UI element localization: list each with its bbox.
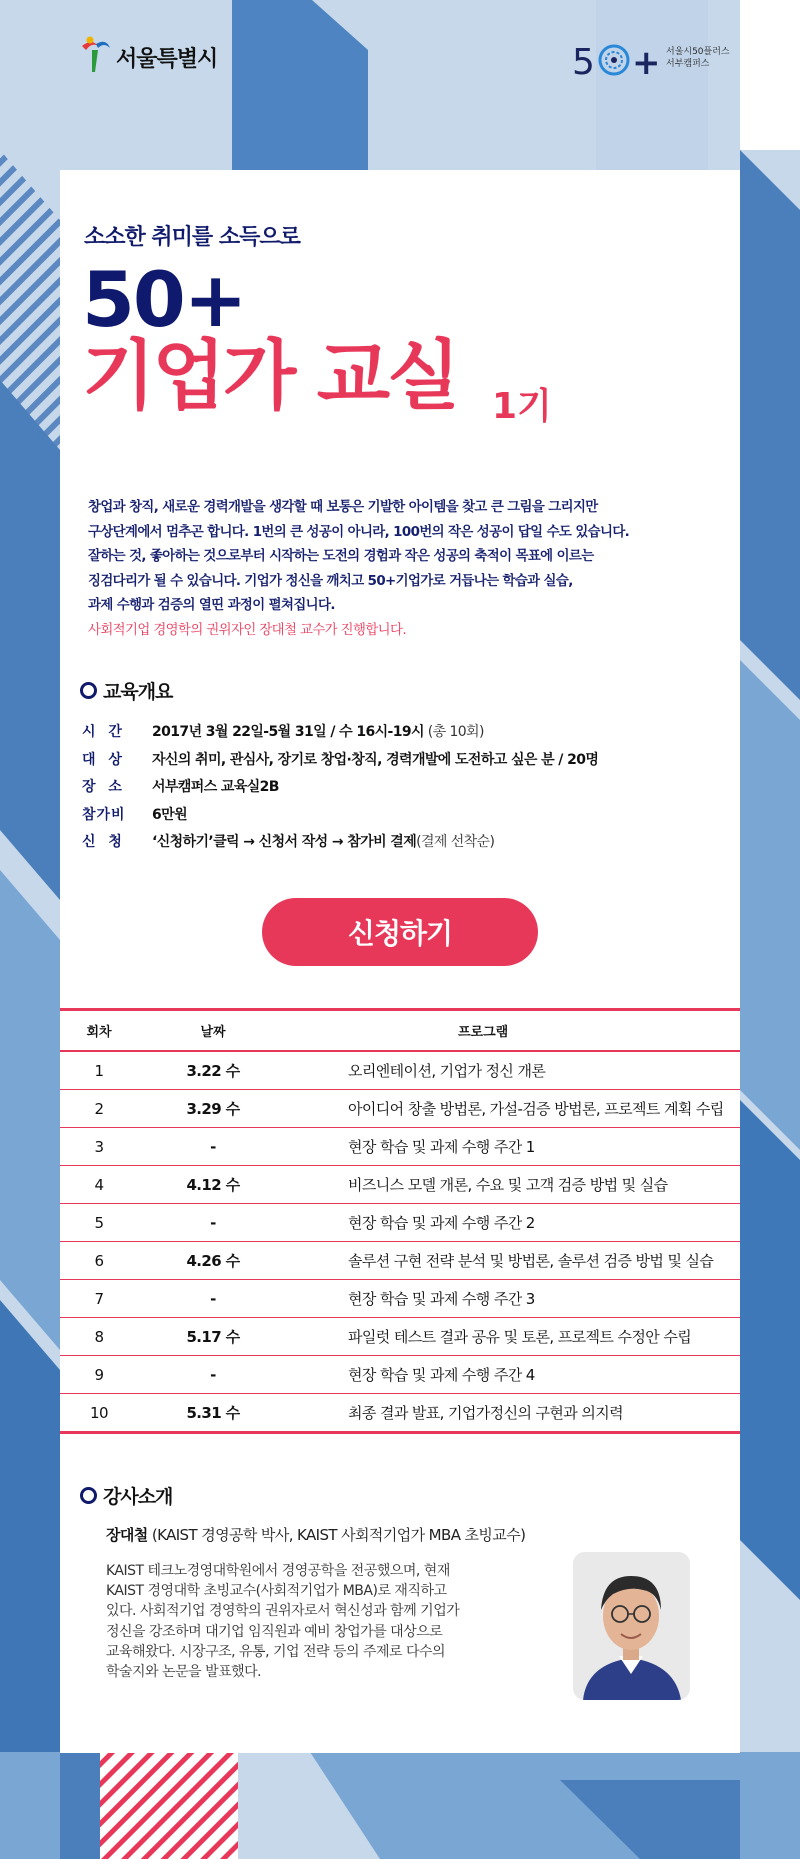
overview-heading bbox=[80, 677, 172, 704]
cell-program: 오리엔테이션, 기업가 정신 개론 bbox=[288, 1051, 740, 1090]
schedule-table bbox=[60, 1008, 740, 1434]
overview-label: 참가비 bbox=[82, 806, 126, 823]
cell-program: 현장 학습 및 과제 수행 주간 2 bbox=[288, 1204, 740, 1242]
overview-note: (총 10회) bbox=[423, 724, 484, 740]
table-row bbox=[60, 1280, 740, 1318]
overview-value-text: ‘신청하기’클릭 → 신청서 작성 → 참가비 결제 bbox=[152, 834, 417, 850]
instructor-photo bbox=[573, 1552, 690, 1700]
overview-value: 자신의 취미, 관심사, 장기로 창업·창직, 경력개발에 도전하고 싶은 분 / 20명 bbox=[152, 751, 599, 768]
table-row bbox=[60, 1318, 740, 1356]
bio-line: KAIST 테크노경영대학원에서 경영공학을 전공했으며, 현재 bbox=[106, 1563, 450, 1579]
campus-50plus-emblem-icon bbox=[570, 30, 666, 90]
table-row bbox=[60, 1356, 740, 1394]
column-header-date: 날짜 bbox=[138, 1010, 288, 1052]
bio-line: KAIST 경영대학 초빙교수(사회적기업가 MBA)로 재직하고 bbox=[106, 1583, 447, 1600]
campus-logo-line1: 서울시50플러스 bbox=[666, 47, 730, 57]
cell-date: 3.29 수 bbox=[138, 1090, 288, 1128]
overview-row-time bbox=[82, 721, 598, 749]
cell-program: 파일럿 테스트 결과 공유 및 토론, 프로젝트 수정안 수립 bbox=[288, 1318, 740, 1356]
hero-50plus: 50+ bbox=[82, 255, 246, 344]
overview-value-text: 2017년 3월 22일-5월 31일 / 수 16시-19시 bbox=[152, 724, 424, 740]
overview-label: 신 청 bbox=[82, 834, 126, 850]
cell-program: 현장 학습 및 과제 수행 주간 4 bbox=[288, 1356, 740, 1394]
cell-date: - bbox=[138, 1280, 288, 1318]
apply-button[interactable]: 신청하기 bbox=[262, 898, 538, 966]
intro-highlight: 사회적기업 경영학의 권위자인 장대철 교수가 진행합니다. bbox=[88, 622, 406, 638]
overview-value: 6만원 bbox=[152, 806, 187, 823]
cell-date: - bbox=[138, 1356, 288, 1394]
table-row bbox=[60, 1051, 740, 1090]
campus-logo[interactable] bbox=[570, 30, 760, 90]
cell-date: 3.22 수 bbox=[138, 1051, 288, 1090]
bio-line: 학술지와 논문을 발표했다. bbox=[106, 1664, 262, 1681]
cell-date: 4.26 수 bbox=[138, 1242, 288, 1280]
overview-row-fee bbox=[82, 804, 598, 832]
cell-program: 솔루션 구현 전략 분석 및 방법론, 솔루션 검증 방법 및 실습 bbox=[288, 1242, 740, 1280]
intro-line: 잘하는 것, 좋아하는 것으로부터 시작하는 도전의 경험과 작은 성공의 축적이 목표에 이르는 bbox=[88, 549, 594, 565]
overview-value bbox=[152, 721, 484, 749]
instructor-credentials: (KAIST 경영공학 박사, KAIST 사회적기업가 MBA 초빙교수) bbox=[147, 1526, 526, 1544]
table-row bbox=[60, 1394, 740, 1433]
column-header-session: 회차 bbox=[60, 1010, 138, 1052]
hero-title: 기업가 교실 bbox=[82, 331, 458, 420]
intro-line: 구상단계에서 멈추곤 합니다. 1번의 큰 성공이 아니라, 100번의 작은 성공이 답일 수도 있습니다. bbox=[88, 524, 630, 540]
instructor-bio bbox=[106, 1561, 506, 1682]
instructor-name: 장대철 bbox=[106, 1526, 148, 1544]
table-row bbox=[60, 1166, 740, 1204]
table-row bbox=[60, 1242, 740, 1280]
seoul-logo[interactable] bbox=[78, 36, 238, 76]
cell-session: 3 bbox=[60, 1128, 138, 1166]
hero-subtitle: 소소한 취미를 소득으로 bbox=[84, 225, 300, 250]
table-row bbox=[60, 1090, 740, 1128]
svg-text:5: 5 bbox=[572, 42, 595, 83]
overview-value bbox=[152, 831, 494, 859]
instructor-name-line bbox=[106, 1524, 525, 1545]
schedule-header-row bbox=[60, 1010, 740, 1052]
bio-line: 교육해왔다. 시장구조, 유통, 기업 전략 등의 주제로 다수의 bbox=[106, 1643, 446, 1660]
column-header-program: 프로그램 bbox=[288, 1010, 740, 1052]
seoul-emblem-icon bbox=[78, 36, 114, 76]
overview-row-target bbox=[82, 749, 598, 777]
instructor-heading bbox=[80, 1482, 172, 1509]
overview-label: 장 소 bbox=[82, 779, 126, 795]
cell-date: 5.17 수 bbox=[138, 1318, 288, 1356]
cell-program: 비즈니스 모델 개론, 수요 및 고객 검증 방법 및 실습 bbox=[288, 1166, 740, 1204]
cell-date: - bbox=[138, 1128, 288, 1166]
cell-date: 5.31 수 bbox=[138, 1394, 288, 1433]
overview-list bbox=[82, 721, 598, 859]
overview-label: 시 간 bbox=[82, 724, 126, 740]
cell-session: 6 bbox=[60, 1242, 138, 1280]
cell-program: 아이디어 창출 방법론, 가설-검증 방법론, 프로젝트 계획 수립 bbox=[288, 1090, 740, 1128]
cell-session: 10 bbox=[60, 1394, 138, 1433]
cell-program: 현장 학습 및 과제 수행 주간 1 bbox=[288, 1128, 740, 1166]
cell-session: 9 bbox=[60, 1356, 138, 1394]
cell-session: 4 bbox=[60, 1166, 138, 1204]
cell-session: 2 bbox=[60, 1090, 138, 1128]
overview-value: 서부캠퍼스 교육실2B bbox=[152, 779, 279, 795]
bio-line: 정신을 강조하며 대기업 임직원과 예비 창업가를 대상으로 bbox=[106, 1623, 443, 1640]
overview-row-place bbox=[82, 776, 598, 804]
section-bullet-icon bbox=[80, 1487, 97, 1504]
cell-date: 4.12 수 bbox=[138, 1166, 288, 1204]
svg-text:+: + bbox=[632, 43, 661, 83]
instructor-portrait-image bbox=[573, 1552, 690, 1700]
intro-paragraph bbox=[88, 496, 728, 644]
overview-title: 교육개요 bbox=[103, 681, 173, 703]
cell-session: 1 bbox=[60, 1051, 138, 1090]
intro-line: 창업과 창직, 새로운 경력개발을 생각할 때 보통은 기발한 아이템을 찾고 큰 그림을 그리지만 bbox=[88, 500, 598, 515]
section-bullet-icon bbox=[80, 682, 97, 699]
cell-date: - bbox=[138, 1204, 288, 1242]
intro-line: 과제 수행과 검증의 열띤 과정이 펼쳐집니다. bbox=[88, 598, 335, 614]
cell-program: 현장 학습 및 과제 수행 주간 3 bbox=[288, 1280, 740, 1318]
cell-session: 5 bbox=[60, 1204, 138, 1242]
cell-session: 8 bbox=[60, 1318, 138, 1356]
overview-label: 대 상 bbox=[82, 751, 126, 768]
table-row bbox=[60, 1128, 740, 1166]
cell-program: 최종 결과 발표, 기업가정신의 구현과 의지력 bbox=[288, 1394, 740, 1433]
overview-note: (결제 선착순) bbox=[416, 834, 495, 850]
campus-logo-text bbox=[666, 46, 730, 70]
seoul-logo-text: 서울특별시 bbox=[116, 47, 218, 72]
intro-line: 징검다리가 될 수 있습니다. 기업가 정신을 깨치고 50+기업가로 거듭나는 학습과 실습, bbox=[88, 573, 573, 589]
instructor-title: 강사소개 bbox=[103, 1486, 173, 1508]
table-row bbox=[60, 1204, 740, 1242]
cell-session: 7 bbox=[60, 1280, 138, 1318]
overview-row-apply bbox=[82, 831, 598, 859]
hero-cohort: 1기 bbox=[492, 386, 552, 427]
campus-logo-line2: 서부캠퍼스 bbox=[666, 59, 710, 69]
bio-line: 있다. 사회적기업 경영학의 권위자로서 혁신성과 함께 기업가 bbox=[106, 1603, 460, 1620]
